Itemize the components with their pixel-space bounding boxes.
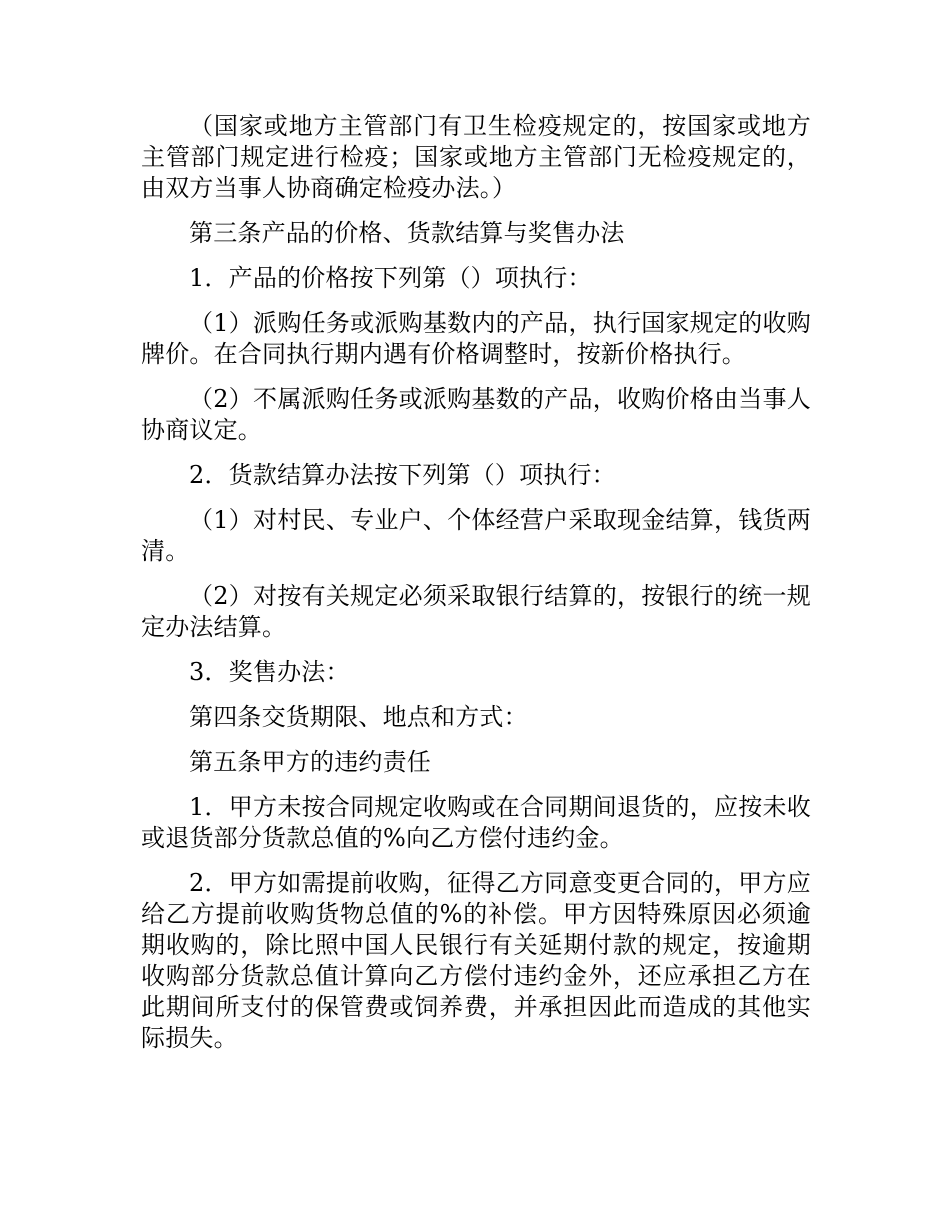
clause-settlement: 2．货款结算办法按下列第（）项执行： xyxy=(189,461,616,489)
clause-breach-2: 2．甲方如需提前收购，征得乙方同意变更合同的，甲方应给乙方提前收购货物总值的%的补偿。甲方因特殊原因必须逾期收购的，除比照中国人民银行有关延期付款的规定，按逾期收购部分货款总值计算向乙方偿付违约金外，还应承担乙方在此期间所支付的保管费或饲养费，并承担因此而造成的其他实际损失。 xyxy=(141,869,811,1052)
document-body xyxy=(141,111,811,1068)
clause-settlement-option-1: （1）对村民、专业户、个体经营户采取现金结算，钱货两清。 xyxy=(141,506,811,565)
article-4-heading: 第四条交货期限、地点和方式： xyxy=(189,703,528,731)
article-3-heading: 第三条产品的价格、货款结算与奖售办法 xyxy=(189,219,625,247)
clause-reward: 3．奖售办法： xyxy=(189,658,350,686)
clause-price-option-1: （1）派购任务或派购基数内的产品，执行国家规定的收购牌价。在合同执行期内遇有价格调整时，按新价格执行。 xyxy=(141,309,811,368)
clause-settlement-option-2: （2）对按有关规定必须采取银行结算的，按银行的统一规定办法结算。 xyxy=(141,582,811,641)
article-5-heading: 第五条甲方的违约责任 xyxy=(189,748,431,776)
paragraph-quarantine-note: （国家或地方主管部门有卫生检疫规定的，按国家或地方主管部门规定进行检疫；国家或地方主管部门无检疫规定的，由双方当事人协商确定检疫办法。） xyxy=(141,112,811,202)
clause-price: 1．产品的价格按下列第（）项执行： xyxy=(189,264,592,292)
clause-breach-1: 1．甲方未按合同规定收购或在合同期间退货的，应按未收或退货部分货款总值的%向乙方偿付违约金。 xyxy=(141,793,811,852)
clause-price-option-2: （2）不属派购任务或派购基数的产品，收购价格由当事人协商议定。 xyxy=(141,385,811,444)
